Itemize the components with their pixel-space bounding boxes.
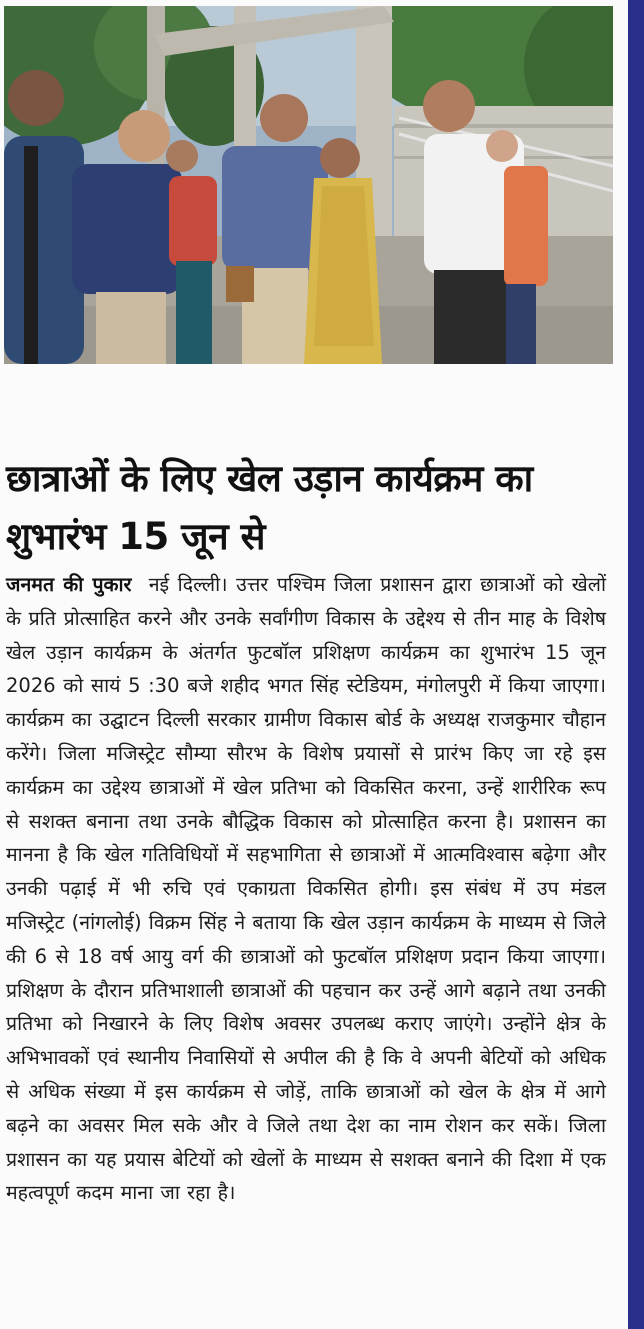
article-body [6, 568, 606, 1210]
news-photo [4, 6, 613, 364]
headline: छात्राओं के लिए खेल उड़ान कार्यक्रम का शुभारंभ 15 जून से [6, 457, 533, 558]
dateline-place: नई दिल्ली। [148, 573, 228, 596]
page-border [628, 0, 644, 1329]
photo-illustration [4, 6, 613, 364]
body-text: उत्तर पश्चिम जिला प्रशासन द्वारा छात्राओं को खेलों के प्रति प्रोत्साहित करने और उनके सर्वांगीण विकास के उद्देश्य से तीन माह के विशेष खेल उड़ान कार्यक्रम के अंतर्गत फुटबॉल प्रशिक्षण कार्यक्रम का शुभारंभ 15 जून 2026 को सायं 5 :30 बजे शहीद भगत सिंह स्टेडियम, मंगोलपुरी में किया जाएगा। कार्यक्रम का उद्घाटन दिल्ली सरकार ग्रामीण विकास बोर्ड के अध्यक्ष राजकुमार चौहान करेंगे। जिला मजिस्ट्रेट सौम्या सौरभ के विशेष प्रयासों से प्रारंभ किए जा रहे इस कार्यक्रम का उद्देश्य छात्राओं में खेल प्रतिभा को विकसित करना, उन्हें शारीरिक रूप से सशक्त बनाना तथा उनके बौद्धिक विकास को प्रोत्साहित करना है। प्रशासन का मानना है कि खेल गतिविधियों में सहभागिता से छात्राओं में आत्मविश्वास बढ़ेगा और उनकी पढ़ाई में भी रुचि एवं एकाग्रता विकसित होगी। इस संबंध में उप मंडल मजिस्ट्रेट (नांगलोई) विक्रम सिंह ने बताया कि खेल उड़ान कार्यक्रम के माध्यम से जिले की 6 से 18 वर्ष आयु वर्ग की छात्राओं को फुटबॉल प्रशिक्षण प्रदान किया जाएगा। प्रशिक्षण के दौरान प्रतिभाशाली छात्राओं की पहचान कर उन्हें आगे बढ़ाने तथा उनकी प्रतिभा को निखारने के लिए विशेष अवसर उपलब्ध कराए जाएंगे। उन्होंने क्षेत्र के अभिभावकों एवं स्थानीय निवासियों से अपील की है कि वे अपनी बेटियों को अधिक से अधिक संख्या में इस कार्यक्रम से जोड़ें, ताकि छात्राओं को खेल के क्षेत्र में आगे बढ़ने का अवसर मिल सके और वे जिले तथा देश का नाम रोशन कर सकें। जिला प्रशासन का यह प्रयास बेटियों को खेलों के माध्यम से सशक्त बनाने की दिशा में एक महत्वपूर्ण कदम माना जा रहा है। [6, 573, 607, 1205]
dateline-source: जनमत की पुकार [6, 573, 132, 596]
